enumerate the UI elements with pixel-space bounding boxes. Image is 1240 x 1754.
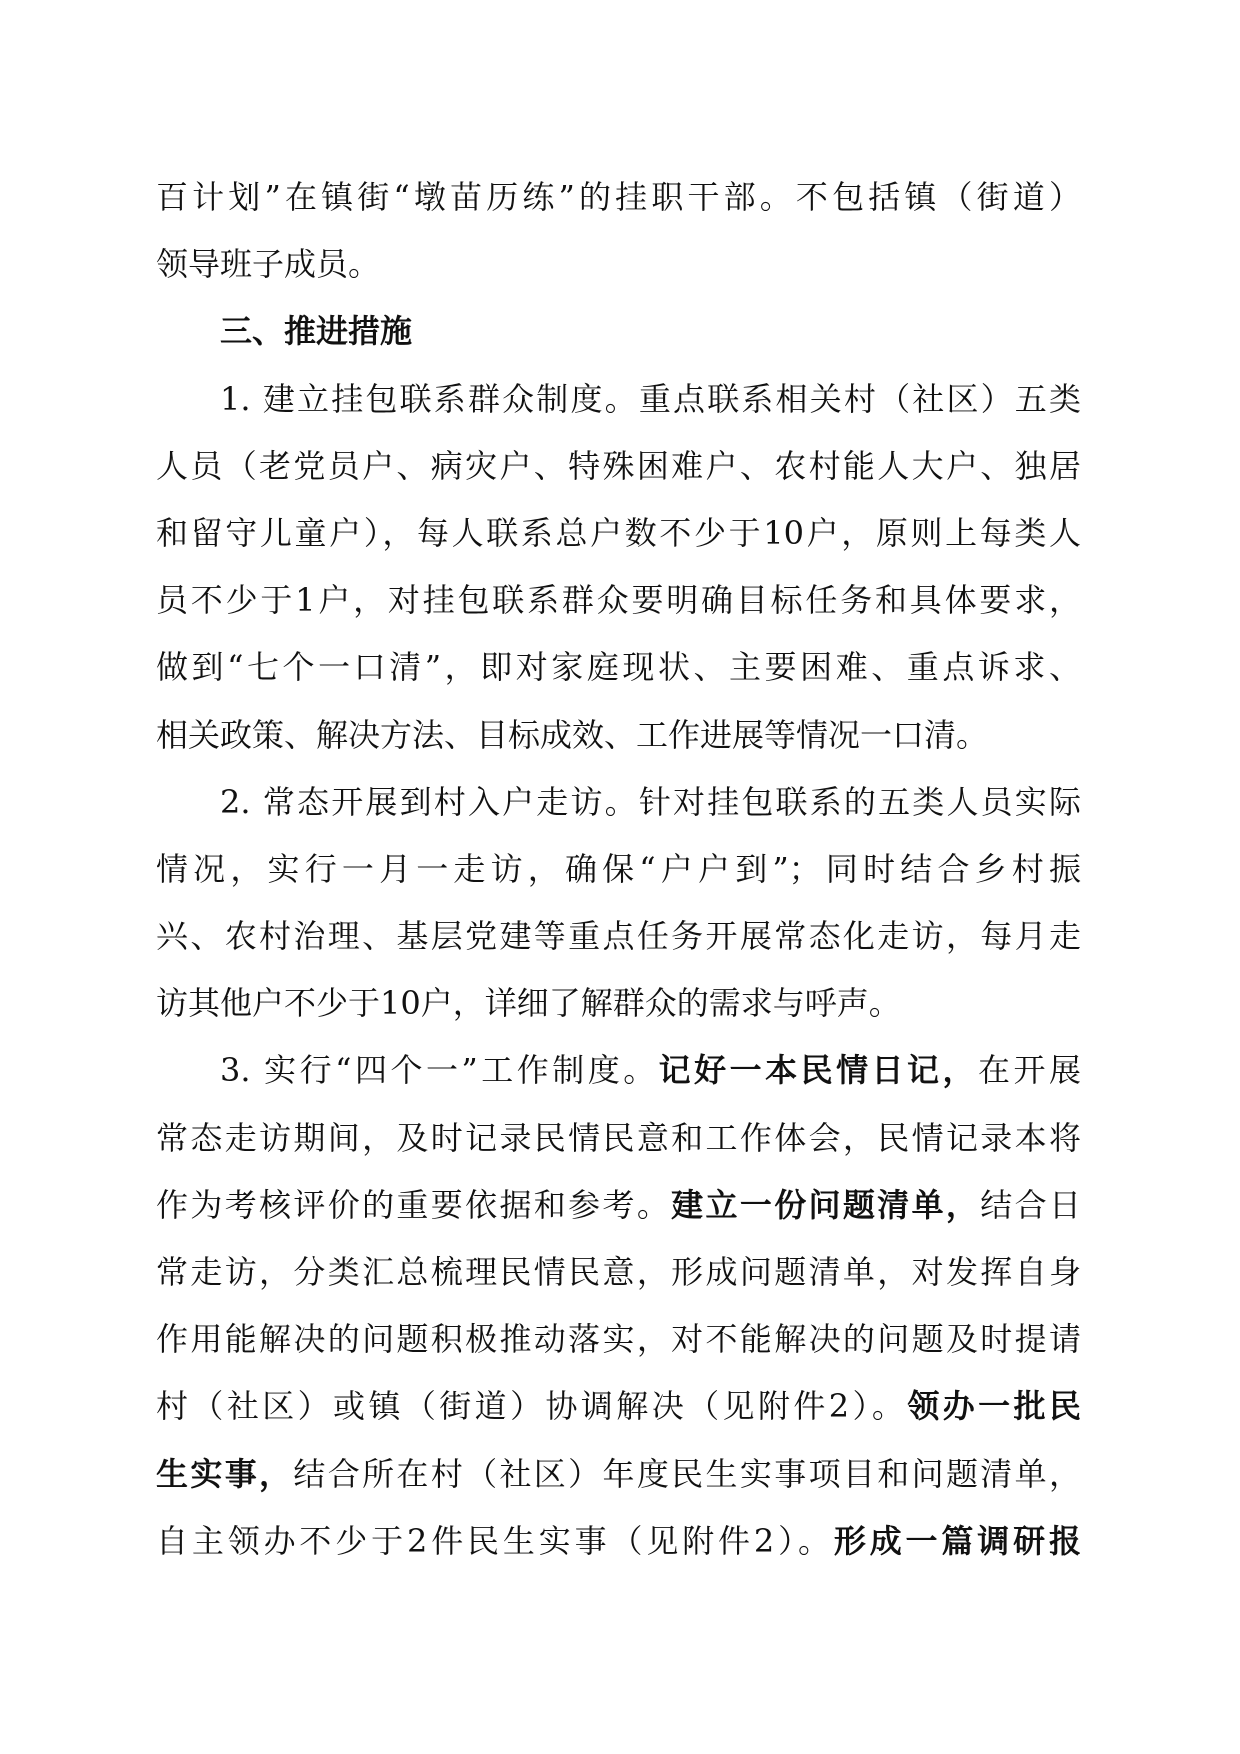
p3-line-7-b: 结合所在村（社区）年度民生实事项目和问题清单，	[293, 1454, 1081, 1493]
p2-line-1: 2. 常态开展到村入户走访。针对挂包联系的五类人员实际	[220, 782, 1081, 821]
p2-line-4: 访其他户不少于10户，详细了解群众的需求与呼声。	[156, 984, 901, 1023]
p3-line-2: 常态走访期间，及时记录民情民意和工作体会，民情记录本将	[156, 1118, 1081, 1157]
p1-line-5: 做到“七个一口清”，即对家庭现状、主要困难、重点诉求、	[156, 648, 1081, 687]
p2-line-2: 情况，实行一月一走访，确保“户户到”；同时结合乡村振	[156, 849, 1081, 888]
p3-line-1-c: 在开展	[978, 1051, 1081, 1090]
p1-line-6: 相关政策、解决方法、目标成效、工作进展等情况一口清。	[156, 715, 989, 754]
p1-line-3: 和留守儿童户），每人联系总户数不少于10户，原则上每类人	[156, 513, 1081, 552]
p3-line-4: 常走访，分类汇总梳理民情民意，形成问题清单，对发挥自身	[156, 1253, 1081, 1291]
p3-line-7	[156, 1441, 1081, 1508]
p3-bold-research-report: 形成一篇调研报	[833, 1521, 1081, 1560]
p3-bold-problem-list: 建立一份问题清单，	[671, 1185, 981, 1224]
p3-line-8	[156, 1508, 1081, 1575]
p3-line-6	[156, 1373, 1081, 1440]
section-heading: 三、推进措施	[220, 312, 413, 351]
p3-line-3-c: 结合日	[980, 1185, 1081, 1224]
p3-line-6-a: 村（社区）或镇（街道）协调解决（见附件2）。	[156, 1387, 908, 1426]
p3-line-8-a: 自主领办不少于2件民生实事（见附件2）。	[156, 1521, 834, 1560]
p2-line-3: 兴、农村治理、基层党建等重点任务开展常态化走访，每月走	[156, 917, 1081, 956]
p3-line-3-a: 作为考核评价的重要依据和参考。	[156, 1185, 672, 1224]
p3-line-1-a: 3. 实行“四个一”工作制度。	[220, 1051, 659, 1090]
p3-line-3	[156, 1172, 1081, 1239]
body-text	[156, 164, 1081, 1575]
p3-line-5: 作用能解决的问题积极推动落实，对不能解决的问题及时提请	[156, 1320, 1081, 1359]
p3-bold-livelihood-a: 领办一批民	[907, 1387, 1081, 1426]
p0-line-2: 领导班子成员。	[156, 245, 381, 284]
p1-line-1: 1. 建立挂包联系群众制度。重点联系相关村（社区）五类	[220, 379, 1081, 418]
p1-line-4: 员不少于1户，对挂包联系群众要明确目标任务和具体要求，	[156, 581, 1081, 620]
p3-bold-diary: 记好一本民情日记，	[658, 1051, 978, 1090]
p3-line-1	[156, 1037, 1081, 1104]
p3-bold-livelihood-b: 生实事，	[156, 1454, 294, 1493]
p1-line-2: 人员（老党员户、病灾户、特殊困难户、农村能人大户、独居	[156, 446, 1081, 485]
p0-line-1: 百计划”在镇街“墩苗历练”的挂职干部。不包括镇（街道）	[156, 178, 1081, 216]
